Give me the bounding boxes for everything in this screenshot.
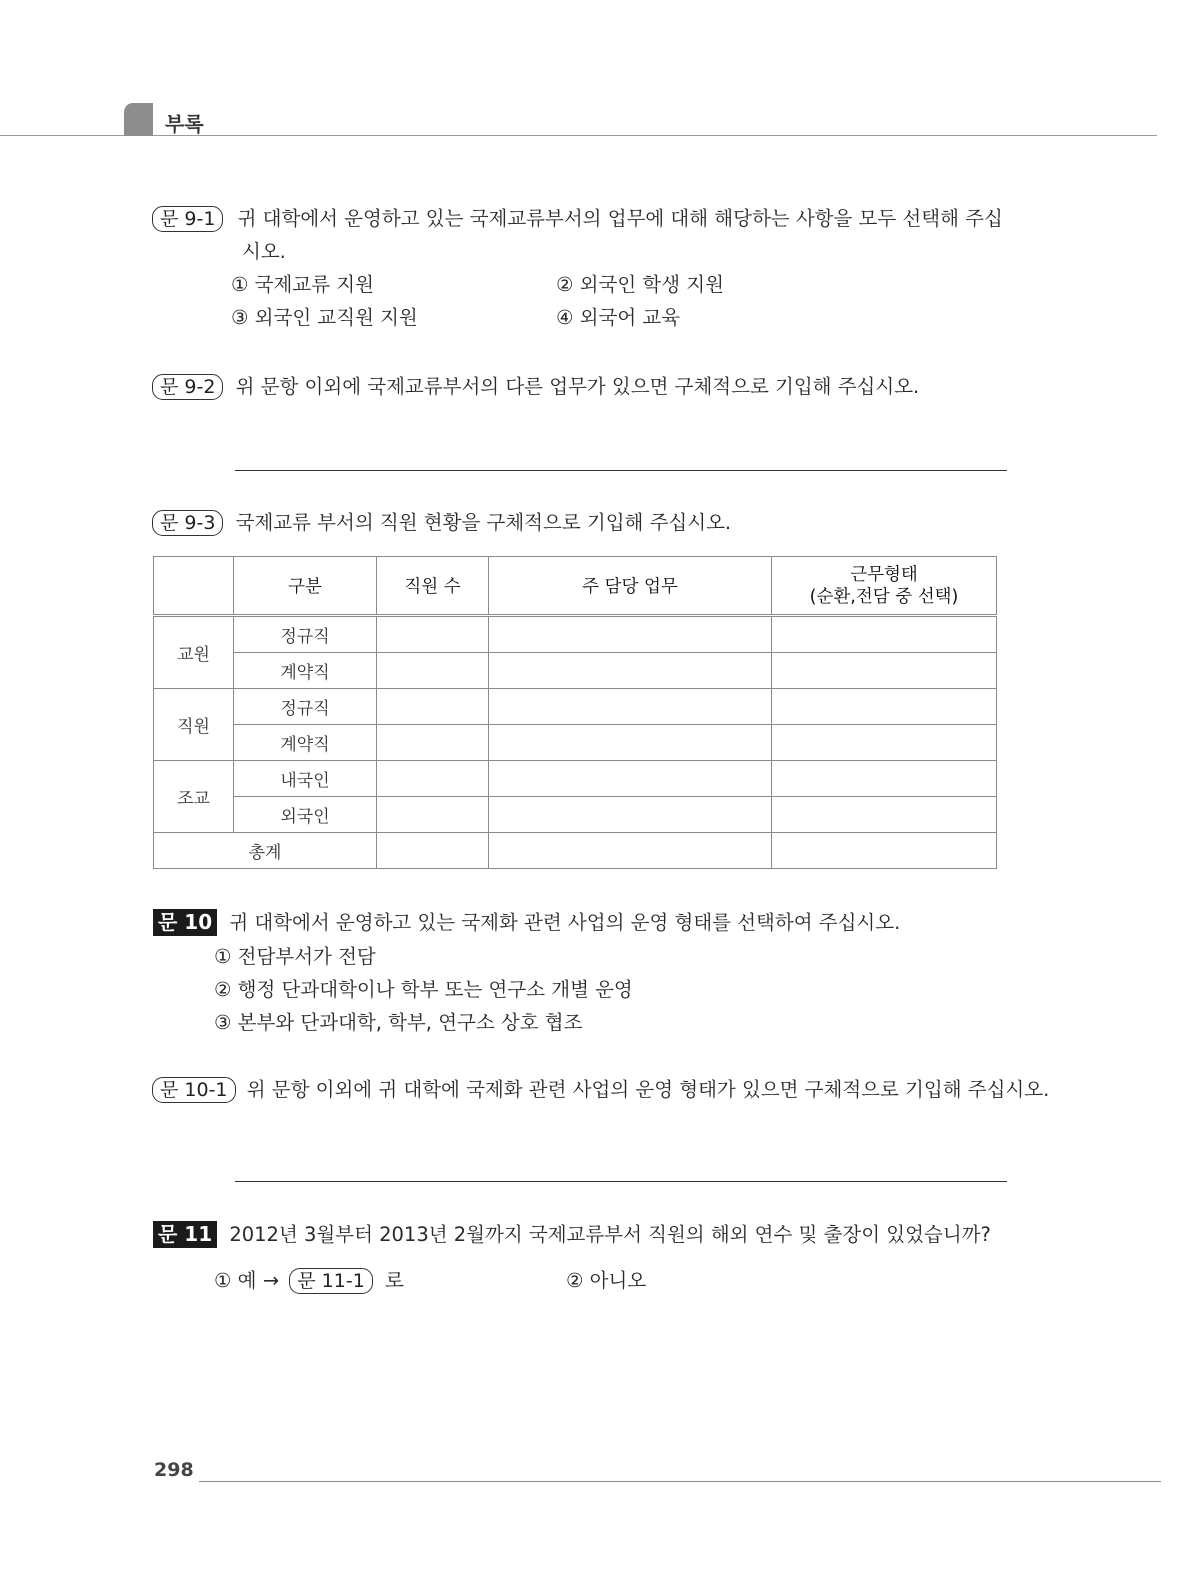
input-cell[interactable] — [377, 616, 489, 653]
total-cell: 총계 — [154, 833, 377, 869]
input-cell[interactable] — [772, 689, 997, 725]
option-item: ③ 본부와 단과대학, 학부, 연구소 상호 협조 — [214, 1011, 583, 1034]
question-9-2 — [152, 370, 919, 403]
group-cell: 조교 — [154, 761, 234, 833]
answer-line[interactable] — [235, 1181, 1007, 1182]
question-text: 귀 대학에서 운영하고 있는 국제교류부서의 업무에 대해 해당하는 사항을 모두 선택해 주십 — [237, 207, 1003, 230]
question-10 — [153, 906, 900, 939]
question-tag: 문 11 — [153, 1221, 217, 1248]
group-cell: 직원 — [154, 689, 234, 761]
header-cell: 주 담당 업무 — [489, 557, 772, 616]
option-text: ① 예 → — [214, 1269, 280, 1292]
question-text: 위 문항 이외에 귀 대학에 국제화 관련 사업의 운영 형태가 있으면 구체적으로 기입해 주십시오. — [246, 1078, 1050, 1101]
subgroup-cell: 계약직 — [234, 653, 377, 689]
input-cell[interactable] — [489, 797, 772, 833]
input-cell[interactable] — [772, 761, 997, 797]
option-item: ② 외국인 학생 지원 — [556, 273, 724, 296]
input-cell[interactable] — [489, 725, 772, 761]
staff-status-table — [153, 556, 997, 869]
question-11 — [153, 1218, 991, 1251]
table-row — [154, 689, 997, 725]
header-cell-line: (순환,전담 중 선택) — [809, 586, 959, 607]
input-cell[interactable] — [377, 725, 489, 761]
subgroup-cell: 정규직 — [234, 616, 377, 653]
input-cell[interactable] — [377, 797, 489, 833]
question-tag: 문 9-3 — [152, 510, 223, 536]
header-tab-marker — [124, 103, 153, 136]
input-cell[interactable] — [489, 616, 772, 653]
question-text: 위 문항 이외에 국제교류부서의 다른 업무가 있으면 구체적으로 기입해 주십시오. — [235, 375, 920, 398]
table-total-row — [154, 833, 997, 869]
option-item-no: ② 아니오 — [566, 1269, 647, 1292]
input-cell[interactable] — [489, 689, 772, 725]
input-cell[interactable] — [772, 725, 997, 761]
input-cell[interactable] — [772, 653, 997, 689]
input-cell[interactable] — [489, 653, 772, 689]
input-cell[interactable] — [772, 797, 997, 833]
input-cell[interactable] — [772, 616, 997, 653]
question-10-1 — [152, 1073, 1049, 1106]
answer-line[interactable] — [235, 470, 1007, 471]
table-row — [154, 725, 997, 761]
subgroup-cell: 외국인 — [234, 797, 377, 833]
input-cell[interactable] — [377, 833, 489, 869]
question-text: 국제교류 부서의 직원 현황을 구체적으로 기입해 주십시오. — [235, 511, 732, 534]
input-cell[interactable] — [489, 833, 772, 869]
footer-rule — [199, 1481, 1161, 1482]
option-item: ④ 외국어 교육 — [556, 306, 681, 329]
question-9-3 — [152, 506, 731, 539]
option-item: ② 행정 단과대학이나 학부 또는 연구소 개별 운영 — [214, 978, 633, 1001]
header-cell: 직원 수 — [377, 557, 489, 616]
input-cell[interactable] — [377, 689, 489, 725]
question-tag: 문 10-1 — [152, 1077, 236, 1103]
table-row — [154, 653, 997, 689]
question-tag: 문 10 — [153, 909, 217, 936]
input-cell[interactable] — [489, 761, 772, 797]
subgroup-cell: 내국인 — [234, 761, 377, 797]
input-cell[interactable] — [772, 833, 997, 869]
option-item: ① 전담부서가 전담 — [214, 945, 376, 968]
subgroup-cell: 정규직 — [234, 689, 377, 725]
table-header-row — [154, 557, 997, 616]
header-cell-empty — [154, 557, 234, 616]
table-row — [154, 761, 997, 797]
header-title: 부록 — [165, 112, 204, 136]
option-text: 로 — [384, 1269, 404, 1292]
question-tag: 문 9-1 — [152, 206, 223, 232]
input-cell[interactable] — [377, 653, 489, 689]
header-cell-line: 근무형태 — [850, 564, 918, 585]
question-tag: 문 9-2 — [152, 374, 223, 400]
table-row — [154, 797, 997, 833]
question-text: 2012년 3월부터 2013년 2월까지 국제교류부서 직원의 해외 연수 및 출장이 있었습니까? — [229, 1223, 991, 1246]
table-row — [154, 616, 997, 653]
header-cell — [772, 557, 997, 616]
page-number: 298 — [154, 1459, 194, 1481]
subgroup-cell: 계약직 — [234, 725, 377, 761]
question-9-1 — [152, 202, 1003, 235]
question-tag: 문 11-1 — [289, 1268, 373, 1294]
input-cell[interactable] — [377, 761, 489, 797]
question-9-1-text-cont: 시오. — [242, 240, 286, 263]
header-cell: 구분 — [234, 557, 377, 616]
question-text: 귀 대학에서 운영하고 있는 국제화 관련 사업의 운영 형태를 선택하여 주십시오. — [229, 911, 901, 934]
group-cell: 교원 — [154, 616, 234, 689]
option-item-yes — [214, 1264, 404, 1297]
option-item: ③ 외국인 교직원 지원 — [231, 306, 418, 329]
option-item: ① 국제교류 지원 — [231, 273, 374, 296]
